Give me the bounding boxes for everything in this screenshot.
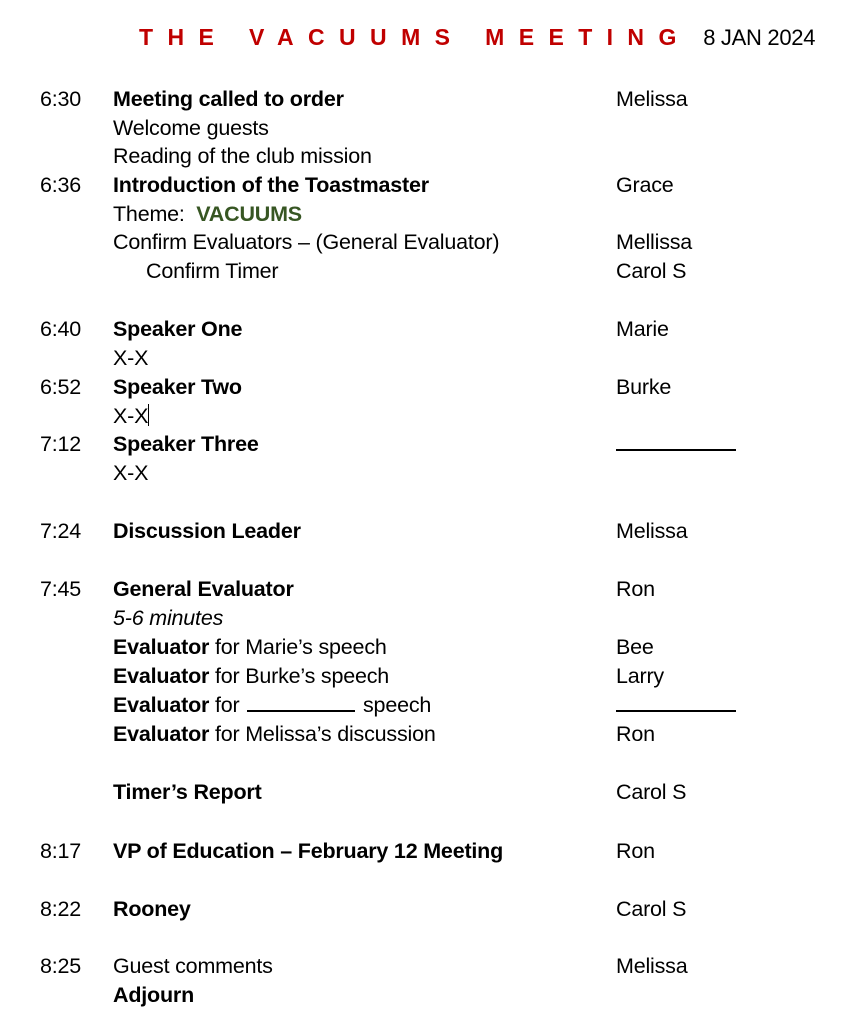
agenda-person: Mellissa [616, 230, 693, 254]
evaluator-label: Evaluator [113, 635, 210, 659]
agenda-item: Discussion Leader [113, 519, 301, 543]
agenda-time: 6:36 [40, 173, 82, 197]
agenda-person: Grace [616, 173, 674, 197]
speech-title: X-X [113, 346, 149, 370]
agenda-item: Timer’s Report [113, 780, 262, 804]
agenda-person: Melissa [616, 87, 688, 111]
agenda-person: Ron [616, 577, 655, 601]
evaluator-label: Evaluator [113, 722, 210, 746]
agenda-note: 5-6 minutes [113, 606, 224, 630]
evaluator-target: for Melissa’s discussion [209, 722, 436, 746]
agenda-person: Carol S [616, 897, 687, 921]
agenda-item: General Evaluator [113, 577, 294, 601]
agenda-item: VP of Education – February 12 Meeting [113, 839, 504, 863]
agenda-person: Bee [616, 635, 654, 659]
evaluator-for: for [209, 693, 246, 717]
evaluator-speech: speech [357, 693, 432, 717]
speech-title[interactable]: X-X [113, 404, 149, 428]
agenda-person: Larry [616, 664, 664, 688]
theme-value: VACUUMS [196, 202, 302, 226]
evaluator-item [113, 691, 431, 719]
meeting-date: 8 JAN 2024 [703, 25, 816, 50]
evaluator-target: for Burke’s speech [209, 664, 390, 688]
agenda-time: 8:17 [40, 839, 82, 863]
evaluator-item [113, 720, 436, 748]
theme-line [113, 200, 302, 228]
agenda-item: Welcome guests [113, 116, 269, 140]
meeting-title: THE VACUUMS MEETING [139, 24, 691, 50]
blank-name-line [616, 693, 736, 712]
agenda-item: Rooney [113, 897, 191, 921]
agenda-item: Reading of the club mission [113, 144, 372, 168]
document-header [139, 24, 815, 51]
agenda-item: Adjourn [113, 983, 194, 1007]
theme-label: Theme: [113, 202, 185, 226]
evaluator-item [113, 633, 387, 661]
agenda-time: 7:24 [40, 519, 82, 543]
agenda-time: 8:22 [40, 897, 82, 921]
agenda-time: 7:45 [40, 577, 82, 601]
agenda-item: Speaker One [113, 317, 243, 341]
agenda-time: 7:12 [40, 432, 82, 456]
agenda-time: 6:30 [40, 87, 82, 111]
agenda-item: Guest comments [113, 954, 273, 978]
speech-title: X-X [113, 461, 149, 485]
agenda-person: Ron [616, 722, 655, 746]
agenda-person: Marie [616, 317, 669, 341]
text-cursor [148, 404, 149, 426]
blank-name-line [616, 432, 736, 451]
agenda-time: 8:25 [40, 954, 82, 978]
agenda-person: Ron [616, 839, 655, 863]
blank-speaker-line [247, 692, 355, 712]
evaluator-item [113, 662, 389, 690]
speech-title-editable[interactable] [113, 402, 149, 430]
agenda-item: Introduction of the Toastmaster [113, 173, 429, 197]
evaluator-label: Evaluator [113, 693, 210, 717]
evaluator-target: for Marie’s speech [209, 635, 387, 659]
agenda-item: Confirm Evaluators – (General Evaluator) [113, 230, 500, 254]
agenda-item: Meeting called to order [113, 87, 344, 111]
agenda-person: Melissa [616, 954, 688, 978]
agenda-time: 6:52 [40, 375, 82, 399]
evaluator-label: Evaluator [113, 664, 210, 688]
agenda-time: 6:40 [40, 317, 82, 341]
agenda-item: Speaker Three [113, 432, 259, 456]
agenda-person: Burke [616, 375, 672, 399]
agenda-person-blank [616, 691, 736, 719]
agenda-item: Confirm Timer [146, 259, 279, 283]
agenda-person: Carol S [616, 780, 687, 804]
agenda-person: Melissa [616, 519, 688, 543]
agenda-person: Carol S [616, 259, 687, 283]
agenda-person-blank [616, 430, 736, 458]
agenda-item: Speaker Two [113, 375, 242, 399]
